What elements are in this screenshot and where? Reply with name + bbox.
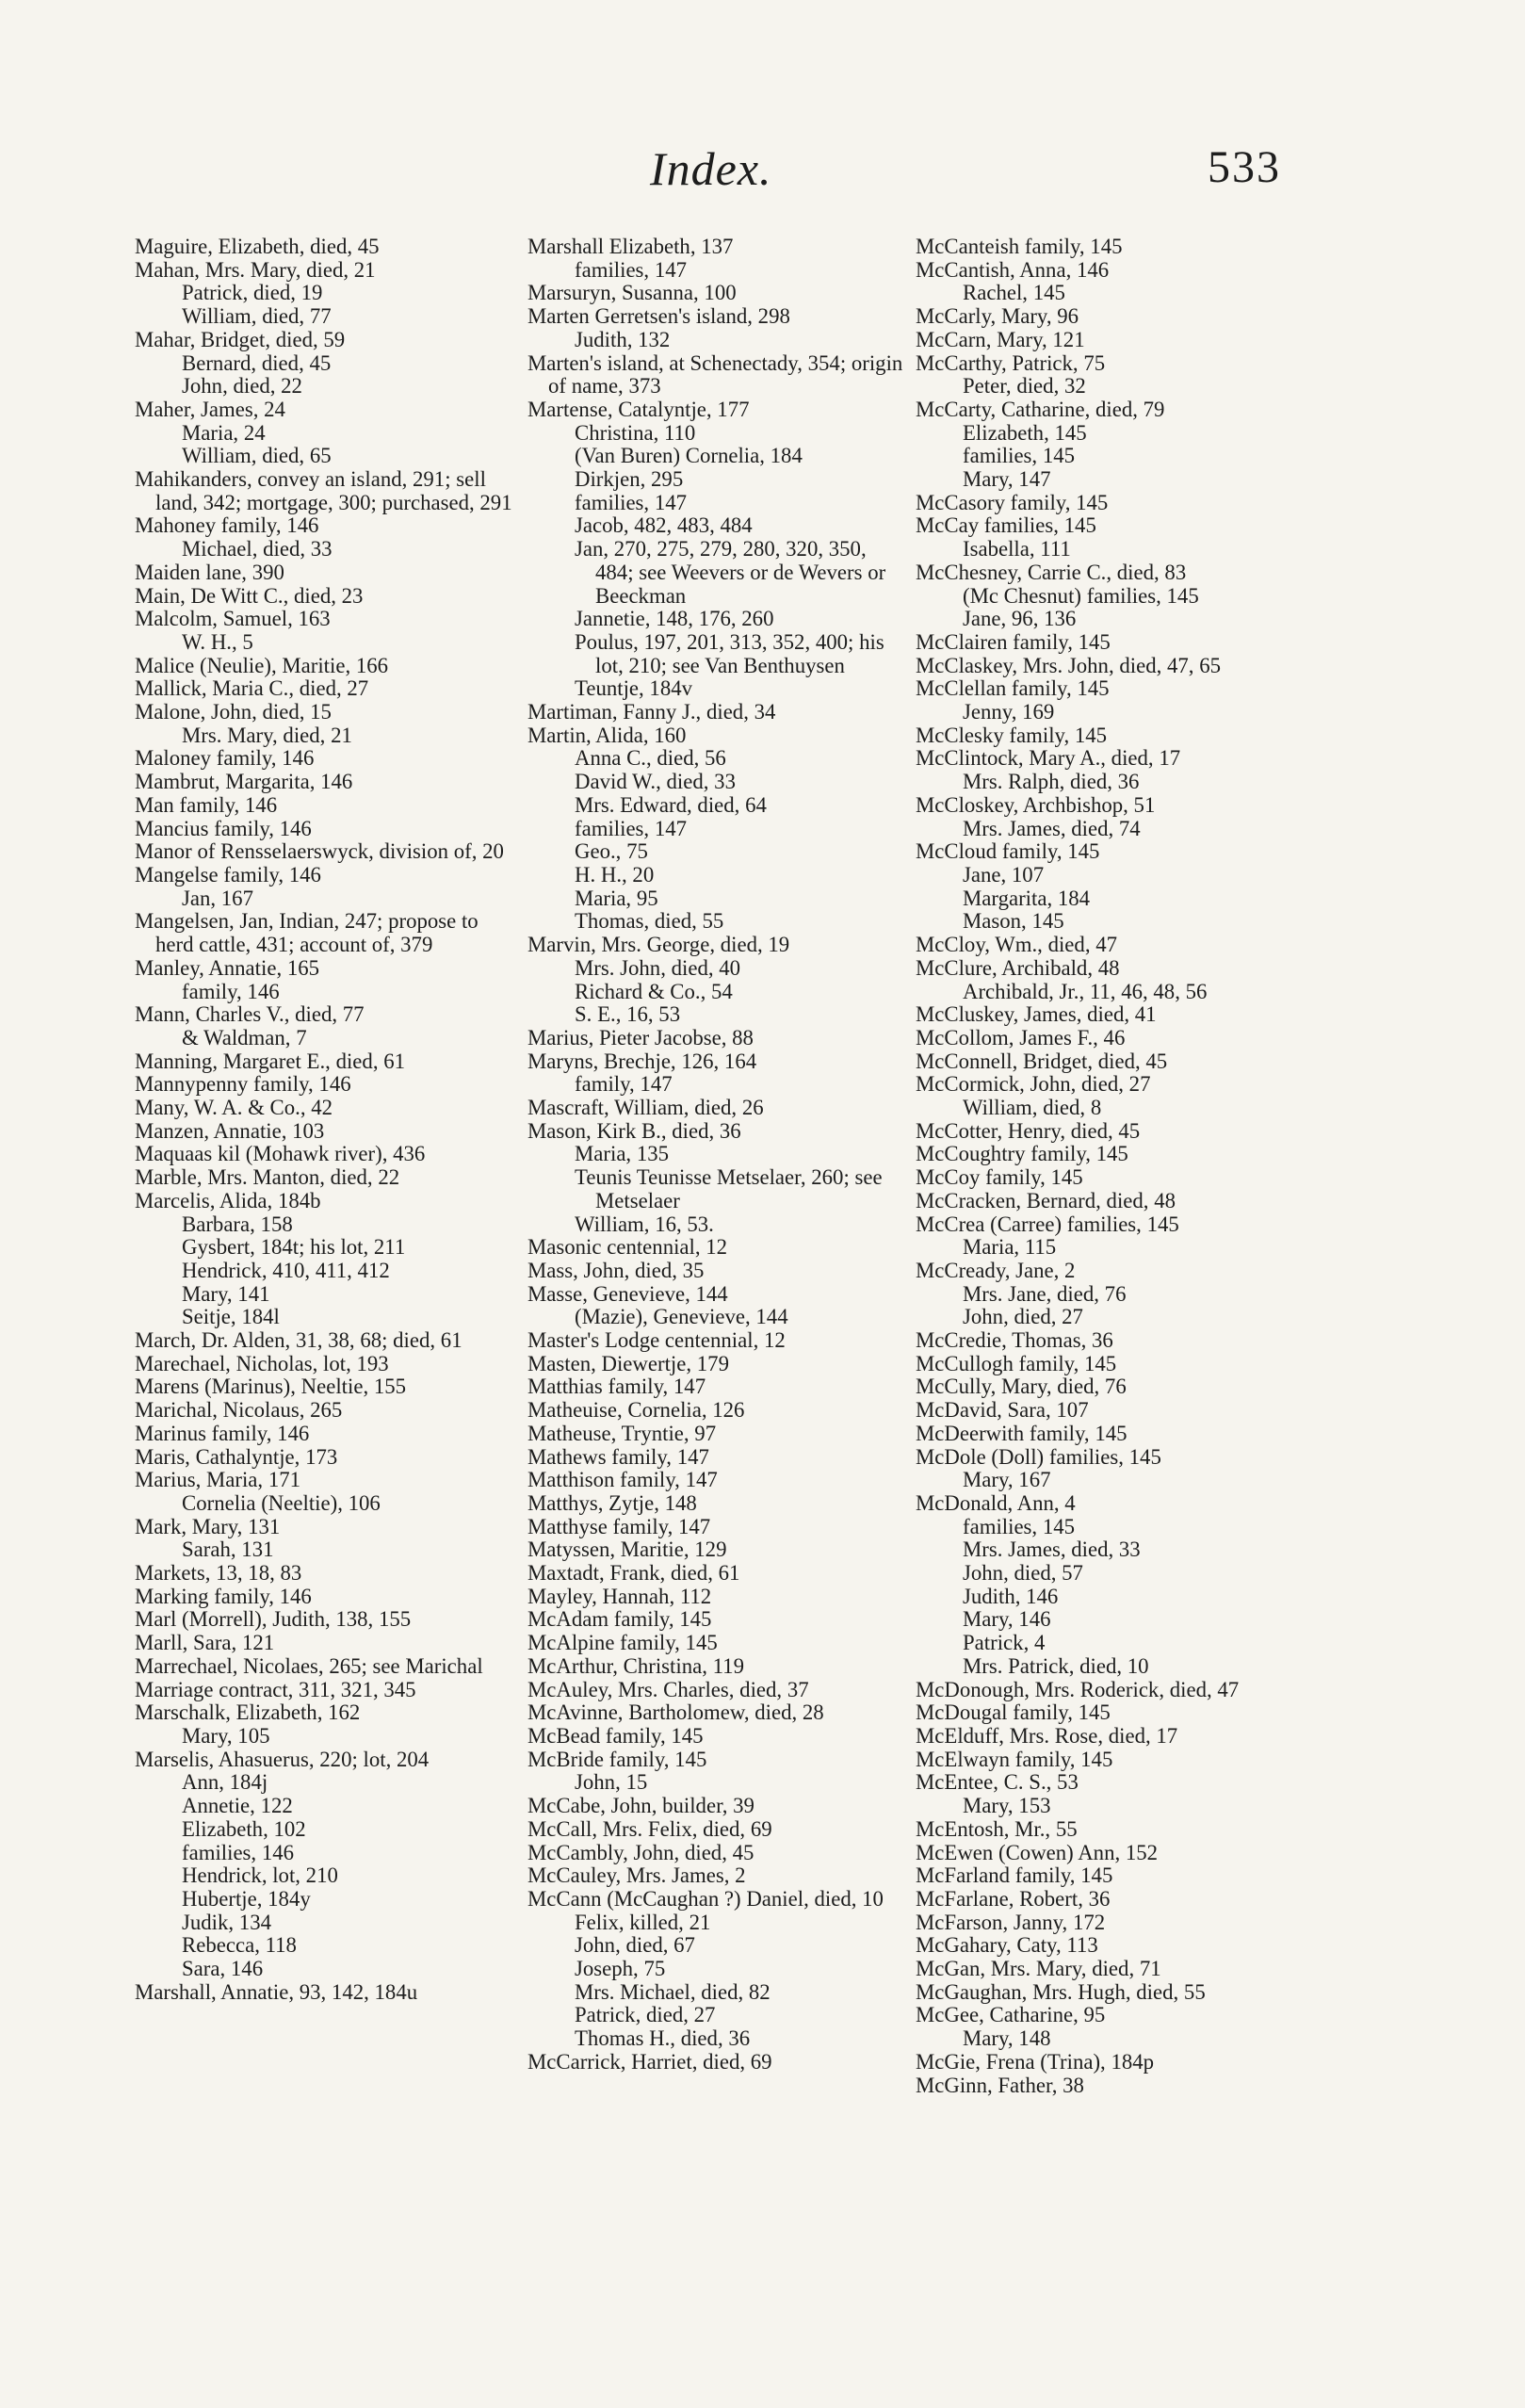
index-entry: Mahikanders, convey an island, 291; sell land, 342; mortgage, 300; purchased, 291 xyxy=(135,467,512,514)
index-entry: Manley, Annatie, 165 xyxy=(135,955,320,980)
index-column-1 xyxy=(135,236,521,2004)
index-entry: McClintock, Mary A., died, 17 xyxy=(916,746,1181,771)
index-subentry: Judith, 132 xyxy=(575,327,671,351)
index-entry: McBride family, 145 xyxy=(527,1747,707,1771)
index-entry: Marschalk, Elizabeth, 162 xyxy=(135,1700,361,1725)
index-subentry: Patrick, died, 19 xyxy=(182,281,323,305)
index-entry: Marten's island, at Schenectady, 354; origin of name, 373 xyxy=(527,350,909,399)
index-entry: McDavid, Sara, 107 xyxy=(916,1398,1089,1423)
index-subentry: Rebecca, 118 xyxy=(182,1933,297,1958)
index-subentry: Rachel, 145 xyxy=(963,281,1065,305)
index-subentry: family, 147 xyxy=(575,1072,673,1097)
index-entry: Markets, 13, 18, 83 xyxy=(135,1561,302,1586)
index-subentry: John, 15 xyxy=(575,1770,648,1795)
index-entry: McAdam family, 145 xyxy=(527,1607,712,1632)
index-entry: McGahary, Caty, 113 xyxy=(916,1933,1098,1958)
index-entry: Marrechael, Nicolaes, 265; see Marichal xyxy=(135,1653,483,1678)
index-subentry: Mrs. Ralph, died, 36 xyxy=(963,770,1140,794)
index-entry: Maquaas kil (Mohawk river), 436 xyxy=(135,1142,426,1166)
index-subentry: H. H., 20 xyxy=(575,862,655,887)
index-entry: Maxtadt, Frank, died, 61 xyxy=(527,1561,740,1586)
index-entry: McDonough, Mrs. Roderick, died, 47 xyxy=(916,1677,1240,1701)
index-column-2 xyxy=(527,236,909,2074)
index-entry: Marriage contract, 311, 321, 345 xyxy=(135,1677,416,1701)
index-entry: Mann, Charles V., died, 77 xyxy=(135,1002,365,1027)
index-entry: McDole (Doll) families, 145 xyxy=(916,1444,1161,1469)
index-entry: Mathews family, 147 xyxy=(527,1444,709,1469)
index-subentry: W. H., 5 xyxy=(182,629,253,654)
index-entry: McEntee, C. S., 53 xyxy=(916,1770,1079,1795)
index-subentry: Thomas H., died, 36 xyxy=(575,2026,751,2051)
index-subentry: (Mc Chesnut) families, 145 xyxy=(963,583,1199,608)
page-number: 533 xyxy=(1208,142,1281,192)
index-subentry: Mrs. Mary, died, 21 xyxy=(182,723,352,747)
index-entry: McFarson, Janny, 172 xyxy=(916,1910,1106,1934)
index-subentry: Sara, 146 xyxy=(182,1957,264,1981)
index-subentry: Jan, 167 xyxy=(182,886,253,910)
index-entry: Masten, Diewertje, 179 xyxy=(527,1351,729,1375)
index-subentry: Patrick, 4 xyxy=(963,1631,1046,1655)
index-entry: McCarthy, Patrick, 75 xyxy=(916,350,1106,375)
index-entry: McFarland family, 145 xyxy=(916,1863,1113,1888)
index-subentry: William, died, 77 xyxy=(182,304,332,329)
index-entry: Matheuse, Tryntie, 97 xyxy=(527,1421,717,1445)
index-entry: McArthur, Christina, 119 xyxy=(527,1653,744,1678)
index-subentry: (Mazie), Genevieve, 144 xyxy=(575,1305,788,1329)
index-entry: Matthison family, 147 xyxy=(527,1468,718,1492)
index-entry: Main, De Witt C., died, 23 xyxy=(135,583,364,608)
index-subentry: Poulus, 197, 201, 313, 352, 400; his lot, 210; see Van Benthuysen xyxy=(575,629,890,677)
index-subentry: Isabella, 111 xyxy=(963,537,1071,561)
index-subentry: William, 16, 53. xyxy=(575,1212,714,1236)
index-entry: McConnell, Bridget, died, 45 xyxy=(916,1049,1168,1073)
index-subentry: Barbara, 158 xyxy=(182,1212,293,1236)
index-subentry: Annetie, 122 xyxy=(182,1794,293,1818)
index-subentry: Gysbert, 184t; his lot, 211 xyxy=(182,1235,406,1260)
index-entry: McEwen (Cowen) Ann, 152 xyxy=(916,1840,1159,1864)
index-subentry: & Waldman, 7 xyxy=(182,1025,307,1049)
index-entry: Mahan, Mrs. Mary, died, 21 xyxy=(135,257,376,282)
index-entry: McAlpine family, 145 xyxy=(527,1631,718,1655)
index-entry: Mangelsen, Jan, Indian, 247; propose to herd cattle, 431; account of, 379 xyxy=(135,909,484,957)
index-entry: Matheuise, Cornelia, 126 xyxy=(527,1398,745,1423)
index-subentry: families, 145 xyxy=(963,1514,1076,1538)
index-subentry: Hendrick, 410, 411, 412 xyxy=(182,1258,390,1282)
index-subentry: Maria, 95 xyxy=(575,886,658,910)
index-subentry: William, died, 8 xyxy=(963,1096,1102,1120)
index-subentry: Mary, 167 xyxy=(963,1468,1051,1492)
index-entry: Manor of Rensselaerswyck, division of, 20 xyxy=(135,839,504,864)
index-entry: McElduff, Mrs. Rose, died, 17 xyxy=(916,1724,1178,1748)
index-subentry: Mary, 147 xyxy=(963,467,1051,492)
index-entry: McClesky family, 145 xyxy=(916,723,1108,747)
index-subentry: S. E., 16, 53 xyxy=(575,1002,681,1027)
index-entry: Mangelse family, 146 xyxy=(135,862,321,887)
index-subentry: Elizabeth, 145 xyxy=(963,420,1087,445)
index-entry: McCarty, Catharine, died, 79 xyxy=(916,397,1165,421)
index-column-3 xyxy=(916,236,1309,2097)
index-entry: Matyssen, Maritie, 129 xyxy=(527,1538,727,1562)
index-subentry: Richard & Co., 54 xyxy=(575,979,733,1003)
index-entry: Maher, James, 24 xyxy=(135,397,285,421)
index-entry: Mambrut, Margarita, 146 xyxy=(135,770,353,794)
index-entry: McAvinne, Bartholomew, died, 28 xyxy=(527,1700,824,1725)
index-subentry: Christina, 110 xyxy=(575,420,696,445)
index-entry: Malone, John, died, 15 xyxy=(135,700,332,724)
index-entry: McCully, Mary, died, 76 xyxy=(916,1375,1127,1399)
index-subentry: Ann, 184j xyxy=(182,1770,268,1795)
index-entry: McClairen family, 145 xyxy=(916,629,1111,654)
index-subentry: Maria, 24 xyxy=(182,420,266,445)
index-subentry: John, died, 57 xyxy=(963,1561,1083,1586)
index-entry: McGinn, Father, 38 xyxy=(916,2073,1084,2097)
index-entry: Many, W. A. & Co., 42 xyxy=(135,1096,333,1120)
index-subentry: Dirkjen, 295 xyxy=(575,467,684,492)
index-subentry: Joseph, 75 xyxy=(575,1957,666,1981)
index-entry: Mahar, Bridget, died, 59 xyxy=(135,327,346,351)
index-entry: Maiden lane, 390 xyxy=(135,560,284,584)
index-entry: Marinus family, 146 xyxy=(135,1421,310,1445)
index-entry: Marten Gerretsen's island, 298 xyxy=(527,304,790,329)
index-entry: Marechael, Nicholas, lot, 193 xyxy=(135,1351,389,1375)
index-entry: McCloskey, Archbishop, 51 xyxy=(916,792,1156,817)
index-entry: Manzen, Annatie, 103 xyxy=(135,1118,325,1143)
index-subentry: Mrs. Michael, died, 82 xyxy=(575,1979,771,2004)
index-subentry: Cornelia (Neeltie), 106 xyxy=(182,1490,381,1515)
index-subentry: families, 147 xyxy=(575,816,688,840)
index-entry: McCall, Mrs. Felix, died, 69 xyxy=(527,1816,772,1841)
index-entry: McCredie, Thomas, 36 xyxy=(916,1328,1113,1353)
index-entry: Marll, Sara, 121 xyxy=(135,1631,275,1655)
index-subentry: Teunis Teunisse Metselaer, 260; see Metselaer xyxy=(575,1165,888,1212)
index-entry: McClaskey, Mrs. John, died, 47, 65 xyxy=(916,653,1221,677)
index-subentry: Mrs. James, died, 33 xyxy=(963,1538,1141,1562)
index-entry: Marsuryn, Susanna, 100 xyxy=(527,281,737,305)
index-entry: McDonald, Ann, 4 xyxy=(916,1490,1076,1515)
index-entry: McCoughtry family, 145 xyxy=(916,1142,1128,1166)
index-entry: Marcelis, Alida, 184b xyxy=(135,1188,321,1212)
index-entry: Marius, Pieter Jacobse, 88 xyxy=(527,1025,754,1049)
index-entry: McDeerwith family, 145 xyxy=(916,1421,1128,1445)
index-entry: Martense, Catalyntje, 177 xyxy=(527,397,750,421)
index-entry: Mascraft, William, died, 26 xyxy=(527,1096,764,1120)
index-entry: Marvin, Mrs. George, died, 19 xyxy=(527,933,790,957)
index-subentry: Mrs. Edward, died, 64 xyxy=(575,792,767,817)
index-subentry: Jacob, 482, 483, 484 xyxy=(575,513,753,538)
index-subentry: Mary, 146 xyxy=(963,1607,1051,1632)
index-subentry: Judith, 146 xyxy=(963,1584,1059,1608)
index-subentry: Mary, 141 xyxy=(182,1281,270,1306)
index-entry: McDougal family, 145 xyxy=(916,1700,1111,1725)
index-entry: Marking family, 146 xyxy=(135,1584,312,1608)
index-entry: McClellan family, 145 xyxy=(916,676,1110,701)
index-subentry: Hubertje, 184y xyxy=(182,1886,311,1911)
index-subentry: Geo., 75 xyxy=(575,839,648,864)
index-subentry: families, 147 xyxy=(575,257,688,282)
index-entry: McCarn, Mary, 121 xyxy=(916,327,1085,351)
index-entry: Man family, 146 xyxy=(135,792,278,817)
index-entry: McCluskey, James, died, 41 xyxy=(916,1002,1157,1027)
index-subentry: Thomas, died, 55 xyxy=(575,909,724,934)
index-entry: McCoy family, 145 xyxy=(916,1165,1083,1190)
index-subentry: Mary, 105 xyxy=(182,1724,270,1748)
index-entry: Maguire, Elizabeth, died, 45 xyxy=(135,235,380,258)
index-entry: McGie, Frena (Trina), 184p xyxy=(916,2049,1155,2074)
index-subentry: Felix, killed, 21 xyxy=(575,1910,711,1934)
index-entry: Marshall Elizabeth, 137 xyxy=(527,235,734,258)
index-subentry: Elizabeth, 102 xyxy=(182,1816,306,1841)
index-subentry: families, 146 xyxy=(182,1840,295,1864)
index-entry: Mannypenny family, 146 xyxy=(135,1072,351,1097)
index-subentry: John, died, 27 xyxy=(963,1305,1083,1329)
index-entry: McCarly, Mary, 96 xyxy=(916,304,1079,329)
index-subentry: families, 145 xyxy=(963,444,1076,468)
index-subentry: Peter, died, 32 xyxy=(963,374,1086,399)
index-subentry: Mrs. John, died, 40 xyxy=(575,955,741,980)
index-subentry: David W., died, 33 xyxy=(575,770,736,794)
index-subentry: Sarah, 131 xyxy=(182,1538,274,1562)
index-entry: Mark, Mary, 131 xyxy=(135,1514,281,1538)
index-subentry: Mary, 153 xyxy=(963,1794,1051,1818)
index-subentry: Jane, 96, 136 xyxy=(963,607,1077,631)
index-entry: McBead family, 145 xyxy=(527,1724,704,1748)
index-entry: McGee, Catharine, 95 xyxy=(916,2003,1106,2027)
index-entry: March, Dr. Alden, 31, 38, 68; died, 61 xyxy=(135,1328,462,1353)
index-entry: Martin, Alida, 160 xyxy=(527,723,687,747)
index-entry: Malice (Neulie), Maritie, 166 xyxy=(135,653,389,677)
index-entry: McCloy, Wm., died, 47 xyxy=(916,933,1118,957)
index-subentry: family, 146 xyxy=(182,979,280,1003)
index-entry: Martiman, Fanny J., died, 34 xyxy=(527,700,776,724)
index-subentry: (Van Buren) Cornelia, 184 xyxy=(575,444,803,468)
index-entry: Marens (Marinus), Neeltie, 155 xyxy=(135,1375,407,1399)
index-entry: Malcolm, Samuel, 163 xyxy=(135,607,331,631)
index-entry: Manning, Margaret E., died, 61 xyxy=(135,1049,406,1073)
index-entry: McCann (McCaughan ?) Daniel, died, 10 xyxy=(527,1886,884,1911)
index-subentry: Mrs. Patrick, died, 10 xyxy=(963,1653,1149,1678)
index-entry: McEntosh, Mr., 55 xyxy=(916,1816,1078,1841)
index-entry: McCauley, Mrs. James, 2 xyxy=(527,1863,746,1888)
index-subentry: Mary, 148 xyxy=(963,2026,1051,2051)
index-entry: McCollom, James F., 46 xyxy=(916,1025,1126,1049)
index-entry: Marselis, Ahasuerus, 220; lot, 204 xyxy=(135,1747,430,1771)
index-subentry: Jan, 270, 275, 279, 280, 320, 350, 484; see Weevers or de Wevers or Beeckman xyxy=(575,537,891,608)
index-subentry: Margarita, 184 xyxy=(963,886,1091,910)
index-entry: McCotter, Henry, died, 45 xyxy=(916,1118,1141,1143)
index-subentry: families, 147 xyxy=(575,490,688,514)
index-subentry: Anna C., died, 56 xyxy=(575,746,726,771)
index-entry: Mahoney family, 146 xyxy=(135,513,319,538)
index-subentry: Maria, 115 xyxy=(963,1235,1057,1260)
index-entry: Mallick, Maria C., died, 27 xyxy=(135,676,369,701)
index-entry: Masonic centennial, 12 xyxy=(527,1235,728,1260)
index-entry: McGan, Mrs. Mary, died, 71 xyxy=(916,1957,1161,1981)
index-entry: Marble, Mrs. Manton, died, 22 xyxy=(135,1165,400,1190)
index-entry: Marshall, Annatie, 93, 142, 184u xyxy=(135,1979,418,2004)
index-entry: McClure, Archibald, 48 xyxy=(916,955,1120,980)
index-entry: Mancius family, 146 xyxy=(135,816,312,840)
index-entry: Marichal, Nicolaus, 265 xyxy=(135,1398,343,1423)
index-entry: Maris, Cathalyntje, 173 xyxy=(135,1444,338,1469)
index-entry: McFarlane, Robert, 36 xyxy=(916,1886,1111,1911)
index-subentry: John, died, 22 xyxy=(182,374,302,399)
index-subentry: Archibald, Jr., 11, 46, 48, 56 xyxy=(963,979,1208,1003)
index-entry: Master's Lodge centennial, 12 xyxy=(527,1328,786,1353)
index-entry: McCarrick, Harriet, died, 69 xyxy=(527,2049,772,2074)
index-subentry: Mrs. James, died, 74 xyxy=(963,816,1141,840)
index-entry: McCloud family, 145 xyxy=(916,839,1100,864)
index-entry: Matthyse family, 147 xyxy=(527,1514,711,1538)
index-entry: McCanteish family, 145 xyxy=(916,235,1123,258)
index-subentry: Mason, 145 xyxy=(963,909,1064,934)
index-entry: McChesney, Carrie C., died, 83 xyxy=(916,560,1187,584)
index-entry: McCready, Jane, 2 xyxy=(916,1258,1076,1282)
index-entry: Marius, Maria, 171 xyxy=(135,1468,301,1492)
index-subentry: Seitje, 184l xyxy=(182,1305,280,1329)
index-subentry: Hendrick, lot, 210 xyxy=(182,1863,338,1888)
index-entry: Marl (Morrell), Judith, 138, 155 xyxy=(135,1607,412,1632)
page-title: Index. xyxy=(650,142,772,195)
index-entry: McCasory family, 145 xyxy=(916,490,1109,514)
index-subentry: Jannetie, 148, 176, 260 xyxy=(575,607,774,631)
index-entry: McCullogh family, 145 xyxy=(916,1351,1117,1375)
page-header xyxy=(0,141,1525,207)
index-subentry: Maria, 135 xyxy=(575,1142,670,1166)
index-subentry: Mrs. Jane, died, 76 xyxy=(963,1281,1127,1306)
index-subentry: Judik, 134 xyxy=(182,1910,271,1934)
index-entry: McCambly, John, died, 45 xyxy=(527,1840,754,1864)
index-entry: Maryns, Brechje, 126, 164 xyxy=(527,1049,757,1073)
index-subentry: Bernard, died, 45 xyxy=(182,350,332,375)
index-entry: Masse, Genevieve, 144 xyxy=(527,1281,728,1306)
index-subentry: Jenny, 169 xyxy=(963,700,1055,724)
index-subentry: John, died, 67 xyxy=(575,1933,695,1958)
index-entry: Matthys, Zytje, 148 xyxy=(527,1490,697,1515)
index-entry: McCantish, Anna, 146 xyxy=(916,257,1110,282)
index-entry: Maloney family, 146 xyxy=(135,746,315,771)
index-subentry: Patrick, died, 27 xyxy=(575,2003,716,2027)
index-subentry: William, died, 65 xyxy=(182,444,332,468)
index-entry: Mayley, Hannah, 112 xyxy=(527,1584,712,1608)
index-entry: McCormick, John, died, 27 xyxy=(916,1072,1151,1097)
index-subentry: Jane, 107 xyxy=(963,862,1045,887)
index-entry: McCabe, John, builder, 39 xyxy=(527,1794,754,1818)
index-entry: Mason, Kirk B., died, 36 xyxy=(527,1118,741,1143)
index-entry: Matthias family, 147 xyxy=(527,1375,706,1399)
index-entry: McGaughan, Mrs. Hugh, died, 55 xyxy=(916,1979,1206,2004)
index-entry: McElwayn family, 145 xyxy=(916,1747,1113,1771)
index-entry: McCay families, 145 xyxy=(916,513,1096,538)
index-subentry: Michael, died, 33 xyxy=(182,537,333,561)
index-entry: Mass, John, died, 35 xyxy=(527,1258,705,1282)
index-entry: McCracken, Bernard, died, 48 xyxy=(916,1188,1176,1212)
index-entry: McAuley, Mrs. Charles, died, 37 xyxy=(527,1677,809,1701)
index-subentry: Teuntje, 184v xyxy=(575,676,693,701)
index-entry: McCrea (Carree) families, 145 xyxy=(916,1212,1179,1236)
